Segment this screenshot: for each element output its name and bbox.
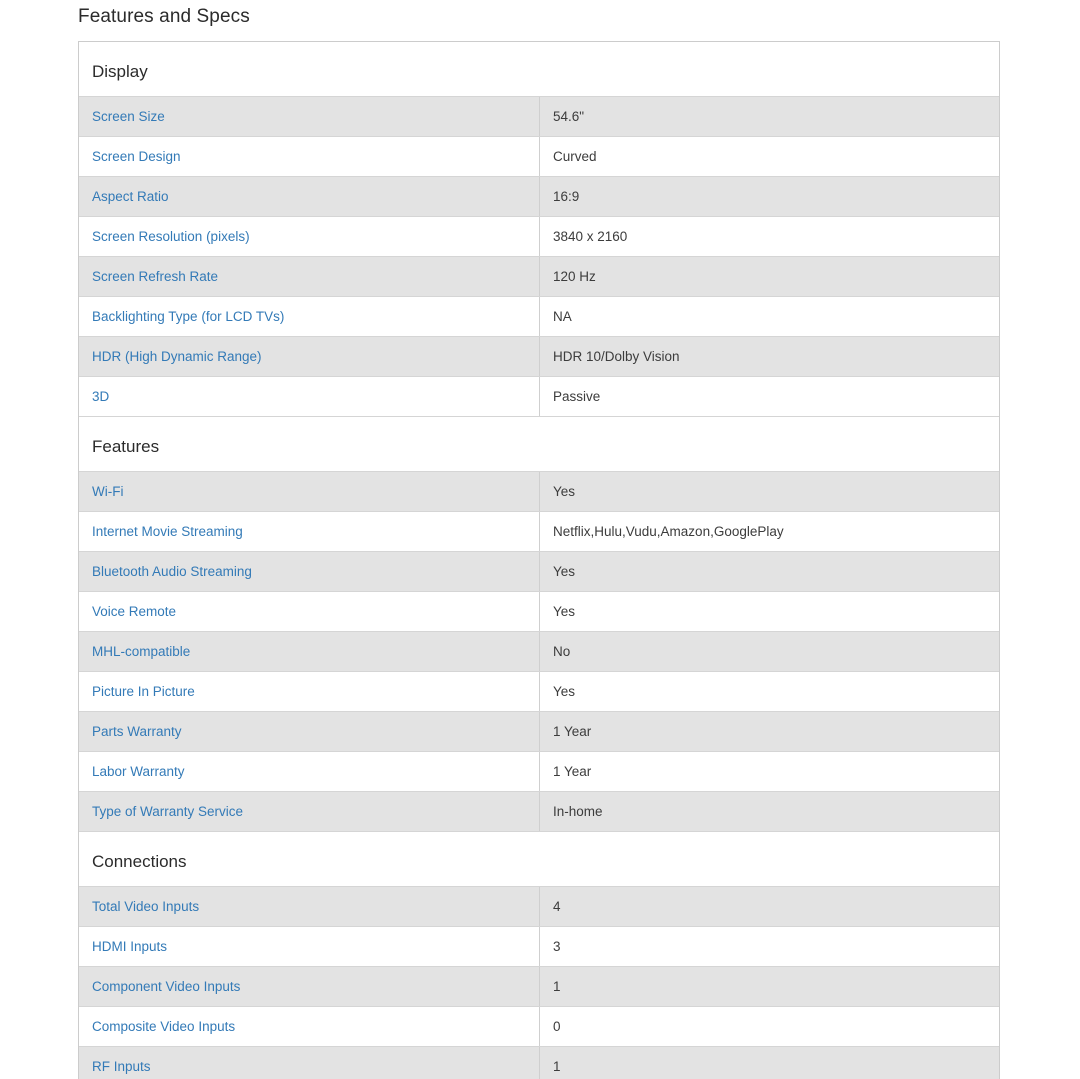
spec-row-voice-remote [79, 591, 999, 631]
spec-label-cell [79, 297, 539, 336]
spec-value: 120 Hz [539, 257, 999, 296]
spec-value: 4 [539, 887, 999, 926]
spec-value: Yes [539, 552, 999, 591]
spec-row-hdmi-inputs [79, 926, 999, 966]
spec-row-component-inputs [79, 966, 999, 1006]
spec-value: 16:9 [539, 177, 999, 216]
spec-value: 3 [539, 927, 999, 966]
spec-row-aspect-ratio [79, 176, 999, 216]
spec-label-link[interactable]: Composite Video Inputs [92, 1019, 236, 1034]
spec-label-link[interactable]: Internet Movie Streaming [92, 524, 243, 539]
spec-row-screen-resolution [79, 216, 999, 256]
spec-label-link[interactable]: Voice Remote [92, 604, 177, 619]
section-header-features: Features [79, 416, 999, 471]
spec-row-wifi [79, 471, 999, 511]
spec-label-link[interactable]: Type of Warranty Service [92, 804, 244, 819]
spec-label-cell [79, 177, 539, 216]
spec-value: 1 Year [539, 752, 999, 791]
spec-label-cell [79, 632, 539, 671]
spec-label-link[interactable]: Labor Warranty [92, 764, 185, 779]
spec-label-cell [79, 217, 539, 256]
spec-label-cell [79, 752, 539, 791]
spec-label-cell [79, 552, 539, 591]
spec-value: In-home [539, 792, 999, 831]
spec-label-link[interactable]: Screen Size [92, 109, 165, 124]
spec-label-link[interactable]: Aspect Ratio [92, 189, 169, 204]
spec-row-3d [79, 376, 999, 416]
section-rows-connections [79, 886, 999, 1079]
spec-value: Passive [539, 377, 999, 416]
spec-value: No [539, 632, 999, 671]
specs-page [78, 0, 1000, 1079]
section-rows-display [79, 96, 999, 416]
spec-label-cell [79, 927, 539, 966]
spec-row-backlighting [79, 296, 999, 336]
page-title: Features and Specs [78, 6, 250, 27]
spec-row-composite-inputs [79, 1006, 999, 1046]
spec-row-bluetooth-audio [79, 551, 999, 591]
spec-value: 3840 x 2160 [539, 217, 999, 256]
spec-row-screen-design [79, 136, 999, 176]
spec-value: 1 [539, 967, 999, 1006]
spec-label-link[interactable]: RF Inputs [92, 1059, 151, 1074]
spec-value: Yes [539, 592, 999, 631]
spec-row-internet-streaming [79, 511, 999, 551]
spec-row-hdr [79, 336, 999, 376]
spec-value: 1 [539, 1047, 999, 1079]
spec-label-cell [79, 672, 539, 711]
spec-value: Netflix,Hulu,Vudu,Amazon,GooglePlay [539, 512, 999, 551]
spec-row-warranty-service [79, 791, 999, 831]
section-header-display: Display [79, 42, 999, 96]
spec-label-cell [79, 967, 539, 1006]
spec-label-link[interactable]: Screen Resolution (pixels) [92, 229, 250, 244]
spec-label-link[interactable]: HDMI Inputs [92, 939, 168, 954]
spec-label-link[interactable]: Parts Warranty [92, 724, 182, 739]
spec-label-cell [79, 377, 539, 416]
spec-label-cell [79, 887, 539, 926]
spec-row-refresh-rate [79, 256, 999, 296]
spec-label-cell [79, 137, 539, 176]
spec-label-cell [79, 512, 539, 551]
spec-value: NA [539, 297, 999, 336]
spec-row-mhl [79, 631, 999, 671]
spec-value: Yes [539, 472, 999, 511]
spec-label-cell [79, 472, 539, 511]
spec-label-link[interactable]: Picture In Picture [92, 684, 195, 699]
spec-value: Yes [539, 672, 999, 711]
spec-row-rf-inputs [79, 1046, 999, 1079]
spec-value: 0 [539, 1007, 999, 1046]
spec-value: 1 Year [539, 712, 999, 751]
section-rows-features [79, 471, 999, 831]
spec-label-link[interactable]: HDR (High Dynamic Range) [92, 349, 262, 364]
section-header-connections: Connections [79, 831, 999, 886]
spec-label-link[interactable]: Screen Design [92, 149, 181, 164]
spec-row-screen-size [79, 96, 999, 136]
spec-value: HDR 10/Dolby Vision [539, 337, 999, 376]
spec-label-link[interactable]: Screen Refresh Rate [92, 269, 219, 284]
spec-row-pip [79, 671, 999, 711]
spec-label-link[interactable]: Backlighting Type (for LCD TVs) [92, 309, 285, 324]
spec-value: Curved [539, 137, 999, 176]
specs-table [78, 41, 1000, 1079]
spec-row-labor-warranty [79, 751, 999, 791]
spec-row-total-video-inputs [79, 886, 999, 926]
spec-label-cell [79, 1007, 539, 1046]
spec-label-link[interactable]: 3D [92, 389, 110, 404]
spec-label-cell [79, 712, 539, 751]
spec-value: 54.6" [539, 97, 999, 136]
spec-row-parts-warranty [79, 711, 999, 751]
spec-label-link[interactable]: MHL-compatible [92, 644, 191, 659]
spec-label-link[interactable]: Bluetooth Audio Streaming [92, 564, 252, 579]
spec-label-link[interactable]: Total Video Inputs [92, 899, 200, 914]
spec-label-cell [79, 337, 539, 376]
spec-label-cell [79, 592, 539, 631]
spec-label-cell [79, 257, 539, 296]
spec-label-cell [79, 1047, 539, 1079]
spec-label-cell [79, 792, 539, 831]
spec-label-cell [79, 97, 539, 136]
spec-label-link[interactable]: Wi-Fi [92, 484, 124, 499]
spec-label-link[interactable]: Component Video Inputs [92, 979, 241, 994]
